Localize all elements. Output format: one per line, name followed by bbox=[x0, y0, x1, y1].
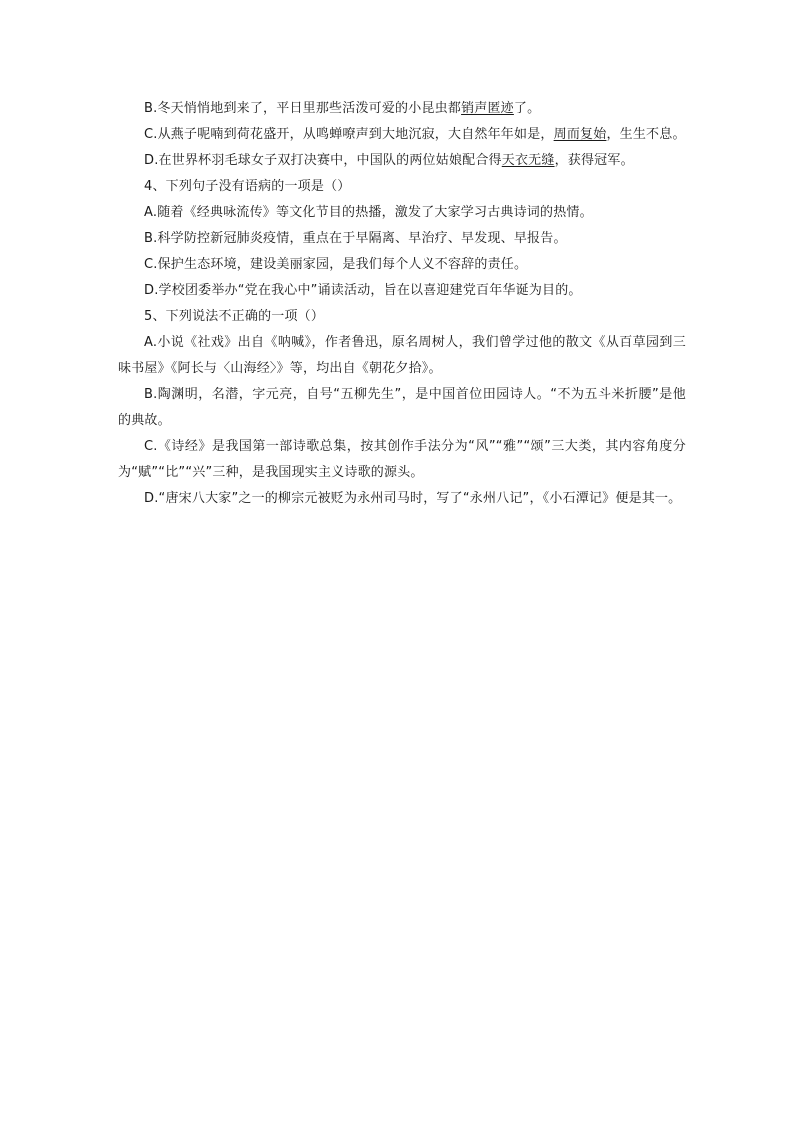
q3-option-d-pre: D.在世界杯羽毛球女子双打决赛中，中国队的两位姑娘配合得 bbox=[144, 153, 502, 168]
q5-stem: 5、下列说法不正确的一项（） bbox=[144, 309, 325, 324]
q4-option-a: A.随着《经典咏流传》等文化节目的热播，激发了大家学习古典诗词的热情。 bbox=[144, 205, 593, 220]
q4-option-c: C.保护生态环境，建设美丽家园，是我们每个人义不容辞的责任。 bbox=[144, 257, 528, 272]
q3-option-c bbox=[118, 122, 686, 148]
q3-option-d-underlined: 天衣无缝 bbox=[501, 153, 555, 168]
q5-option-a: A.小说《社戏》出自《呐喊》，作者鲁迅，原名周树人，我们曾学过他的散文《从百草园到三味书屋》《阿长与〈山海经〉》等，均出自《朝花夕拾》。 bbox=[118, 335, 686, 376]
q5-option-c: C.《诗经》是我国第一部诗歌总集，按其创作手法分为“风”“雅”“颂”三大类，其内容角度分为“赋”“比”“兴”三种，是我国现实主义诗歌的源头。 bbox=[118, 439, 686, 480]
document-body bbox=[118, 96, 686, 512]
q4-stem: 4、下列句子没有语病的一项是（） bbox=[144, 179, 351, 194]
q3-option-c-post: ，生生不息。 bbox=[606, 127, 686, 142]
q3-option-b bbox=[118, 96, 686, 122]
q3-option-d-post: ，获得冠军。 bbox=[554, 153, 634, 168]
q5-option-b: B.陶渊明，名潜，字元亮，自号“五柳先生”，是中国首位田园诗人。“不为五斗米折腰”是他的典故。 bbox=[118, 387, 686, 428]
q4-option-b: B.科学防控新冠肺炎疫情，重点在于早隔离、早治疗、早发现、早报告。 bbox=[144, 231, 567, 246]
q5-option-d: D.“唐宋八大家”之一的柳宗元被贬为永州司马时，写了“永州八记”，《小石潭记》便是其一。 bbox=[144, 491, 682, 506]
q4-option-d: D.学校团委举办“党在我心中”诵读活动，旨在以喜迎建党百年华诞为目的。 bbox=[144, 283, 582, 298]
q3-option-c-pre: C.从燕子呢喃到荷花盛开，从鸣蝉嘹声到大地沉寂，大自然年年如是， bbox=[144, 127, 554, 142]
q3-option-c-underlined: 周而复始 bbox=[553, 127, 607, 142]
q3-option-b-post: 了。 bbox=[513, 101, 541, 116]
q3-option-b-underlined: 销声匿迹 bbox=[461, 101, 514, 116]
q3-option-d bbox=[118, 148, 686, 174]
q3-option-b-pre: B.冬天悄悄地到来了，平日里那些活泼可爱的小昆虫都 bbox=[144, 101, 462, 116]
